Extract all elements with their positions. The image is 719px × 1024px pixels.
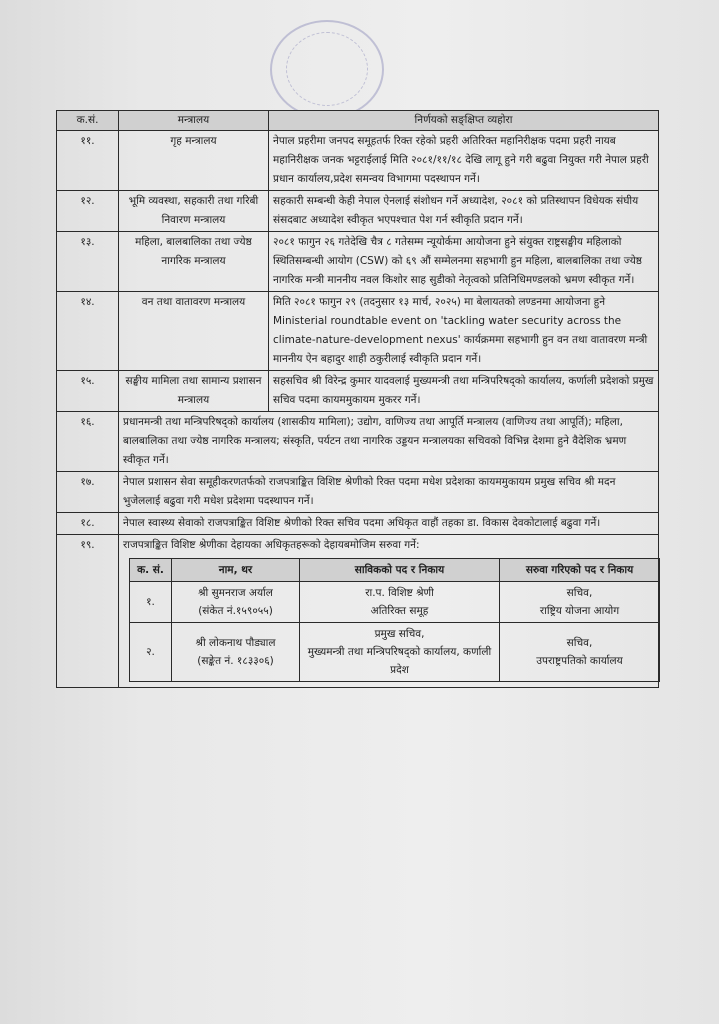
- transfer-old-office: मुख्यमन्त्री तथा मन्त्रिपरिषद्को कार्यालय, कर्णाली प्रदेश: [307, 646, 492, 676]
- transfer-header-sn: क. सं.: [130, 559, 172, 582]
- row-summary: २०८१ फागुन २६ गतेदेखि चैत्र ८ गतेसम्म न्यूयोर्कमा आयोजना हुने संयुक्त राष्ट्रसङ्घीय महिलाको स्थितिसम्बन्धी आयोग (CSW) को ६९ औं सम्मेलनमा सहभागी हुन महिला, बालबालिका तथा ज्येष्ठ नागरिक मन्त्री माननीय नवल किशोर साह सुडीको नेतृत्वको प्रतिनिधिमण्डलको भ्रमण स्वीकृत गर्ने।: [269, 232, 659, 292]
- transfer-new-cell: [500, 623, 660, 682]
- table-row: [57, 371, 659, 412]
- office-seal-stamp: [270, 20, 384, 119]
- table-row: [57, 412, 659, 472]
- row-ministry: वन तथा वातावरण मन्त्रालय: [119, 292, 269, 371]
- table-row: [57, 292, 659, 371]
- table-row: [57, 232, 659, 292]
- table-row: [57, 191, 659, 232]
- row-summary: नेपाल प्रशासन सेवा समूहीकरणतर्फको राजपत्राङ्कित विशिष्ट श्रेणीको रिक्त पदमा मधेश प्रदेशका कायममुकायम प्रमुख सचिव श्री मदन भुजेललाई बढुवा गरी मधेश प्रदेशमा पदस्थापन गर्ने।: [119, 472, 659, 513]
- transfer-name: श्री सुमनराज अर्याल: [198, 587, 273, 599]
- transfer-new-office: उपराष्ट्रपतिको कार्यालय: [536, 655, 623, 667]
- transfer-old-office: अतिरिक्त समूह: [370, 605, 429, 617]
- header-summary: निर्णयको सङ्क्षिप्त व्यहोरा: [269, 111, 659, 131]
- row-sn: १४.: [57, 292, 119, 371]
- transfer-new-post: सचिव,: [566, 587, 593, 599]
- table-header-row: [57, 111, 659, 131]
- transfer-old-cell: [300, 582, 500, 623]
- row-summary: राजपत्राङ्कित विशिष्ट श्रेणीका देहायका अधिकृतहरूको देहायबमोजिम सरुवा गर्ने:: [123, 539, 420, 551]
- transfer-row: [130, 582, 660, 623]
- transfer-old-post: रा.प. विशिष्ट श्रेणी: [365, 587, 434, 599]
- row-sn: १८.: [57, 513, 119, 535]
- row-sn: १२.: [57, 191, 119, 232]
- row-ministry: सङ्घीय मामिला तथा सामान्य प्रशासन मन्त्रालय: [119, 371, 269, 412]
- row-sn: १३.: [57, 232, 119, 292]
- transfer-header-name: नाम, थर: [172, 559, 300, 582]
- table-row: [57, 131, 659, 191]
- row-sn: १६.: [57, 412, 119, 472]
- header-ministry: मन्त्रालय: [119, 111, 269, 131]
- row-transfer-cell: [119, 535, 659, 688]
- transfer-table: [129, 558, 660, 682]
- row-summary: सहकारी सम्बन्धी केही नेपाल ऐनलाई संशोधन गर्ने अध्यादेश, २०८१ को प्रतिस्थापन विधेयक संघीय संसदबाट अध्यादेश स्वीकृत भएपश्चात पेश गर्न स्वीकृति प्रदान गर्ने।: [269, 191, 659, 232]
- transfer-old-post: प्रमुख सचिव,: [374, 628, 425, 640]
- row-summary: नेपाल स्वास्थ्य सेवाको राजपत्राङ्कित विशिष्ट श्रेणीको रिक्त सचिव पदमा अधिकृत वाहौं तहका डा. विकास देवकोटालाई बढुवा गर्ने।: [119, 513, 659, 535]
- transfer-sn: २.: [130, 623, 172, 682]
- transfer-header-old-post: साविकको पद र निकाय: [300, 559, 500, 582]
- decisions-table: [56, 110, 659, 688]
- transfer-new-post: सचिव,: [566, 637, 593, 649]
- transfer-name-cell: [172, 623, 300, 682]
- row-summary: नेपाल प्रहरीमा जनपद समूहतर्फ रिक्त रहेको प्रहरी अतिरिक्त महानिरीक्षक पदमा प्रहरी नायब महानिरीक्षक जनक भट्टराईलाई मिति २०८१/११/१८ देखि लागू हुने गरी बढुवा नियुक्त गरी नेपाल प्रहरी प्रधान कार्यालय,प्रदेश समन्वय विभागमा पदस्थापन गर्ने।: [269, 131, 659, 191]
- table-row: [57, 535, 659, 688]
- transfer-header-row: [130, 559, 660, 582]
- row-ministry: महिला, बालबालिका तथा ज्येष्ठ नागरिक मन्त्रालय: [119, 232, 269, 292]
- row-sn: १९.: [57, 535, 119, 688]
- transfer-new-cell: [500, 582, 660, 623]
- transfer-row: [130, 623, 660, 682]
- transfer-sn: १.: [130, 582, 172, 623]
- row-ministry: गृह मन्त्रालय: [119, 131, 269, 191]
- row-sn: ११.: [57, 131, 119, 191]
- transfer-name-cell: [172, 582, 300, 623]
- row-summary: मिति २०८१ फागुन २९ (तदनुसार १३ मार्च, २०२५) मा बेलायतको लण्डनमा आयोजना हुने Ministerial roundtable event on 'tackling water security across the climate-nature-development nexus' कार्यक्रममा सहभागी हुन वन तथा वातावरण मन्त्री माननीय ऐन बहादुर शाही ठकुरीलाई स्वीकृति प्रदान गर्ने।: [269, 292, 659, 371]
- row-sn: १७.: [57, 472, 119, 513]
- transfer-new-office: राष्ट्रिय योजना आयोग: [539, 605, 620, 617]
- transfer-old-cell: [300, 623, 500, 682]
- row-sn: १५.: [57, 371, 119, 412]
- transfer-name: श्री लोकनाथ पौड्याल: [195, 637, 276, 649]
- transfer-code: (संकेत नं.१५९०५५): [198, 605, 273, 617]
- row-summary: प्रधानमन्त्री तथा मन्त्रिपरिषद्को कार्यालय (शासकीय मामिला); उद्योग, वाणिज्य तथा आपूर्ति मन्त्रालय (वाणिज्य तथा आपूर्ति); महिला, बालबालिका तथा ज्येष्ठ नागरिक मन्त्रालय; संस्कृति, पर्यटन तथा नागरिक उड्डयन मन्त्रालयका सचिवको विभिन्न देशमा हुने वैदेशिक भ्रमण स्वीकृत गर्ने।: [119, 412, 659, 472]
- table-row: [57, 513, 659, 535]
- header-sn: क.सं.: [57, 111, 119, 131]
- row-summary: सहसचिव श्री विरेन्द्र कुमार यादवलाई मुख्यमन्त्री तथा मन्त्रिपरिषद्को कार्यालय, कर्णाली प्रदेशको प्रमुख सचिव पदमा कायममुकायम मुकरर गर्ने।: [269, 371, 659, 412]
- transfer-header-new-post: सरुवा गरिएको पद र निकाय: [500, 559, 660, 582]
- row-ministry: भूमि व्यवस्था, सहकारी तथा गरिबी निवारण मन्त्रालय: [119, 191, 269, 232]
- table-row: [57, 472, 659, 513]
- transfer-code: (सङ्केत नं. १८३३०६): [197, 655, 274, 667]
